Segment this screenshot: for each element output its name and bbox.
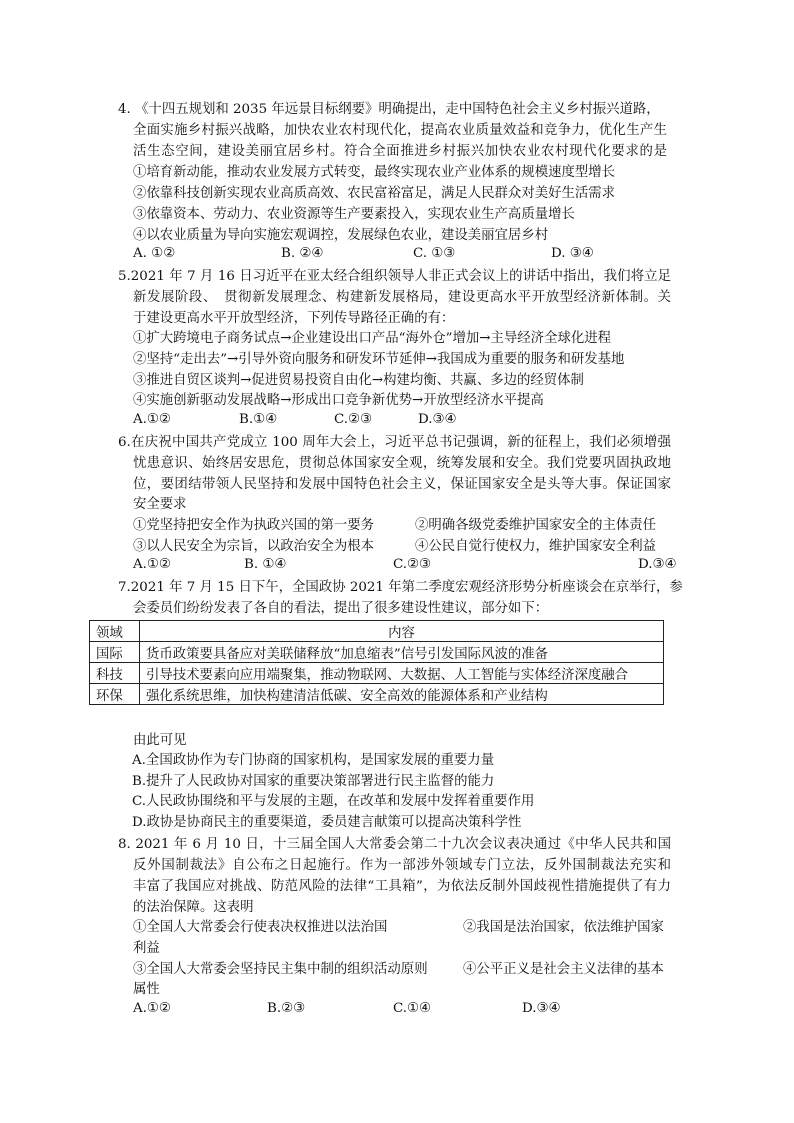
table-header-content: 内容 xyxy=(140,621,664,642)
q8-item-2-continued: 利益 xyxy=(133,941,160,956)
q6-stem-line-2: 忧患意识、始终居安思危，贯彻总体国家安全观，统筹发展和安全。我们党要巩固执政地 xyxy=(133,456,671,471)
q7-lead-text: 由此可见 xyxy=(133,733,187,748)
table-row xyxy=(90,663,664,684)
q8-item-2: ②我国是法治国家，依法维护国家 xyxy=(463,920,664,935)
q8-stem-line-1: 8. 2021 年 6 月 10 日，十三届全国人大常委会第二十九次会议表决通过《中华人民共和国 xyxy=(118,837,671,852)
q5-option-c: C.②③ xyxy=(334,412,373,427)
q7-option-b: B.提升了人民政协对国家的重要决策部署进行民主监督的能力 xyxy=(132,774,495,789)
q5-option-d: D.③④ xyxy=(418,412,457,427)
q7-stem-line-2: 会委员们纷纷发表了各自的看法，提出了很多建设性建议，部分如下： xyxy=(133,601,549,616)
q6-option-d: D.③④ xyxy=(638,557,677,572)
q8-stem-line-2: 反外国制裁法》自公布之日起施行。作为一部涉外领域专门立法，反外国制裁法充实和 xyxy=(133,858,671,873)
q7-stem-line-1: 7.2021 年 7 月 15 日下午，全国政协 2021 年第二季度宏观经济形势分析座谈会在京举行，参 xyxy=(118,580,683,595)
q4-option-c: C. ①③ xyxy=(413,246,456,261)
q8-option-b: B.②③ xyxy=(267,1001,306,1016)
q6-item-2: ②明确各级党委维护国家安全的主体责任 xyxy=(415,518,657,533)
q4-item-1: ①培育新动能，推动农业发展方式转变，最终实现农业产业体系的规模速度型增长 xyxy=(133,165,616,180)
q5-item-3: ③推进自贸区谈判→促进贸易投资自由化→构建均衡、共赢、多边的经贸体制 xyxy=(133,373,584,388)
q8-item-3: ③全国人大常委会坚持民主集中制的组织活动原则 xyxy=(133,962,428,977)
table-row xyxy=(90,642,664,663)
q4-item-3: ③依靠资本、劳动力、农业资源等生产要素投入，实现农业生产高质量增长 xyxy=(133,207,575,222)
q8-item-4: ④公平正义是社会主义法律的基本 xyxy=(463,962,664,977)
q6-stem-line-3: 位，要团结带领人民坚持和发展中国特色社会主义，保证国家安全是头等大事。保证国家 xyxy=(133,477,671,492)
q8-stem-line-4: 的法治保障。这表明 xyxy=(133,900,254,915)
table-header-field: 领域 xyxy=(90,621,140,642)
q8-stem-line-3: 丰富了我国应对挑战、防范风险的法律“工具箱”，为依法反制外国歧视性措施提供了有力 xyxy=(133,879,671,894)
table-cell-field: 科技 xyxy=(90,663,140,684)
q7-option-a: A.全国政协作为专门协商的国家机构，是国家发展的重要力量 xyxy=(132,753,495,768)
table-cell-content: 引导技术要素向应用端聚集，推动物联网、大数据、人工智能与实体经济深度融合 xyxy=(140,663,664,684)
q5-option-a: A.①② xyxy=(133,412,171,427)
q5-stem-line-2: 新发展阶段、 贯彻新发展理念、构建新发展格局，建设更高水平开放型经济新体制。关 xyxy=(133,290,671,305)
q4-option-a: A. ①② xyxy=(133,246,176,261)
q6-item-3: ③以人民安全为宗旨，以政治安全为根本 xyxy=(133,539,375,554)
q4-option-b: B. ②④ xyxy=(281,246,324,261)
q5-stem-line-1: 5.2021 年 7 月 16 日习近平在亚太经合组织领导人非正式会议上的讲话中指出，我们将立足 xyxy=(118,269,671,284)
q5-stem-line-3: 于建设更高水平开放型经济，下列传导路径正确的有： xyxy=(133,311,455,326)
q8-option-a: A.①② xyxy=(133,1001,171,1016)
q4-item-2: ②依靠科技创新实现农业高质高效、农民富裕富足，满足人民群众对美好生活需求 xyxy=(133,186,616,201)
q5-item-2: ②坚持“走出去”→引导外资向服务和研发环节延伸→我国成为重要的服务和研发基地 xyxy=(133,352,625,367)
q4-item-4: ④以农业质量为导向实施宏观调控，发展绿色农业，建设美丽宜居乡村 xyxy=(133,228,549,243)
q7-option-d: D.政协是协商民主的重要渠道，委员建言献策可以提高决策科学性 xyxy=(132,815,522,830)
q4-stem-line-1: 4. 《十四五规划和 2035 年远景目标纲要》明确提出，走中国特色社会主义乡村振兴道路， xyxy=(118,102,660,117)
table-header-row xyxy=(90,621,664,642)
table-cell-field: 国际 xyxy=(90,642,140,663)
q6-option-c: C.②③ xyxy=(393,557,432,572)
q6-option-a: A.①② xyxy=(133,557,171,572)
q7-option-c: C.人民政协围绕和平与发展的主题，在改革和发展中发挥着重要作用 xyxy=(132,794,535,809)
table-cell-content: 货币政策要具备应对美联储释放“加息缩表”信号引发国际风波的准备 xyxy=(140,642,664,663)
q8-item-1: ①全国人大常委会行使表决权推进以法治国 xyxy=(133,920,388,935)
q4-stem-line-3: 活生态空间，建设美丽宜居乡村。符合全面推进乡村振兴加快农业农村现代化要求的是 xyxy=(133,144,667,159)
q4-option-d: D. ③④ xyxy=(551,246,594,261)
table-row xyxy=(90,684,664,705)
q8-option-c: C.①④ xyxy=(393,1001,432,1016)
q4-stem-line-2: 全面实施乡村振兴战略，加快农业农村现代化，提高农业质量效益和竞争力，优化生产生 xyxy=(133,123,667,138)
q6-item-1: ①党坚持把安全作为执政兴国的第一要务 xyxy=(133,518,375,533)
q6-stem-line-1: 6.在庆祝中国共产党成立 100 周年大会上，习近平总书记强调，新的征程上，我们必须增强 xyxy=(118,435,671,450)
q6-stem-line-4: 安全要求 xyxy=(133,497,187,512)
q6-item-4: ④公民自觉行使权力，维护国家安全利益 xyxy=(415,539,657,554)
table-cell-content: 强化系统思维，加快构建清洁低碳、安全高效的能源体系和产业结构 xyxy=(140,684,664,705)
q5-option-b: B.①④ xyxy=(239,412,278,427)
table-cell-field: 环保 xyxy=(90,684,140,705)
q5-item-4: ④实施创新驱动发展战略→形成出口竞争新优势→开放型经济水平提高 xyxy=(133,393,544,408)
q8-option-d: D.③④ xyxy=(522,1001,561,1016)
q7-data-table xyxy=(89,620,664,705)
q6-option-b: B. ①④ xyxy=(244,557,287,572)
q8-item-4-continued: 属性 xyxy=(133,982,160,997)
q5-item-1: ①扩大跨境电子商务试点→企业建设出口产品“海外仓”增加→主导经济全球化进程 xyxy=(133,331,612,346)
